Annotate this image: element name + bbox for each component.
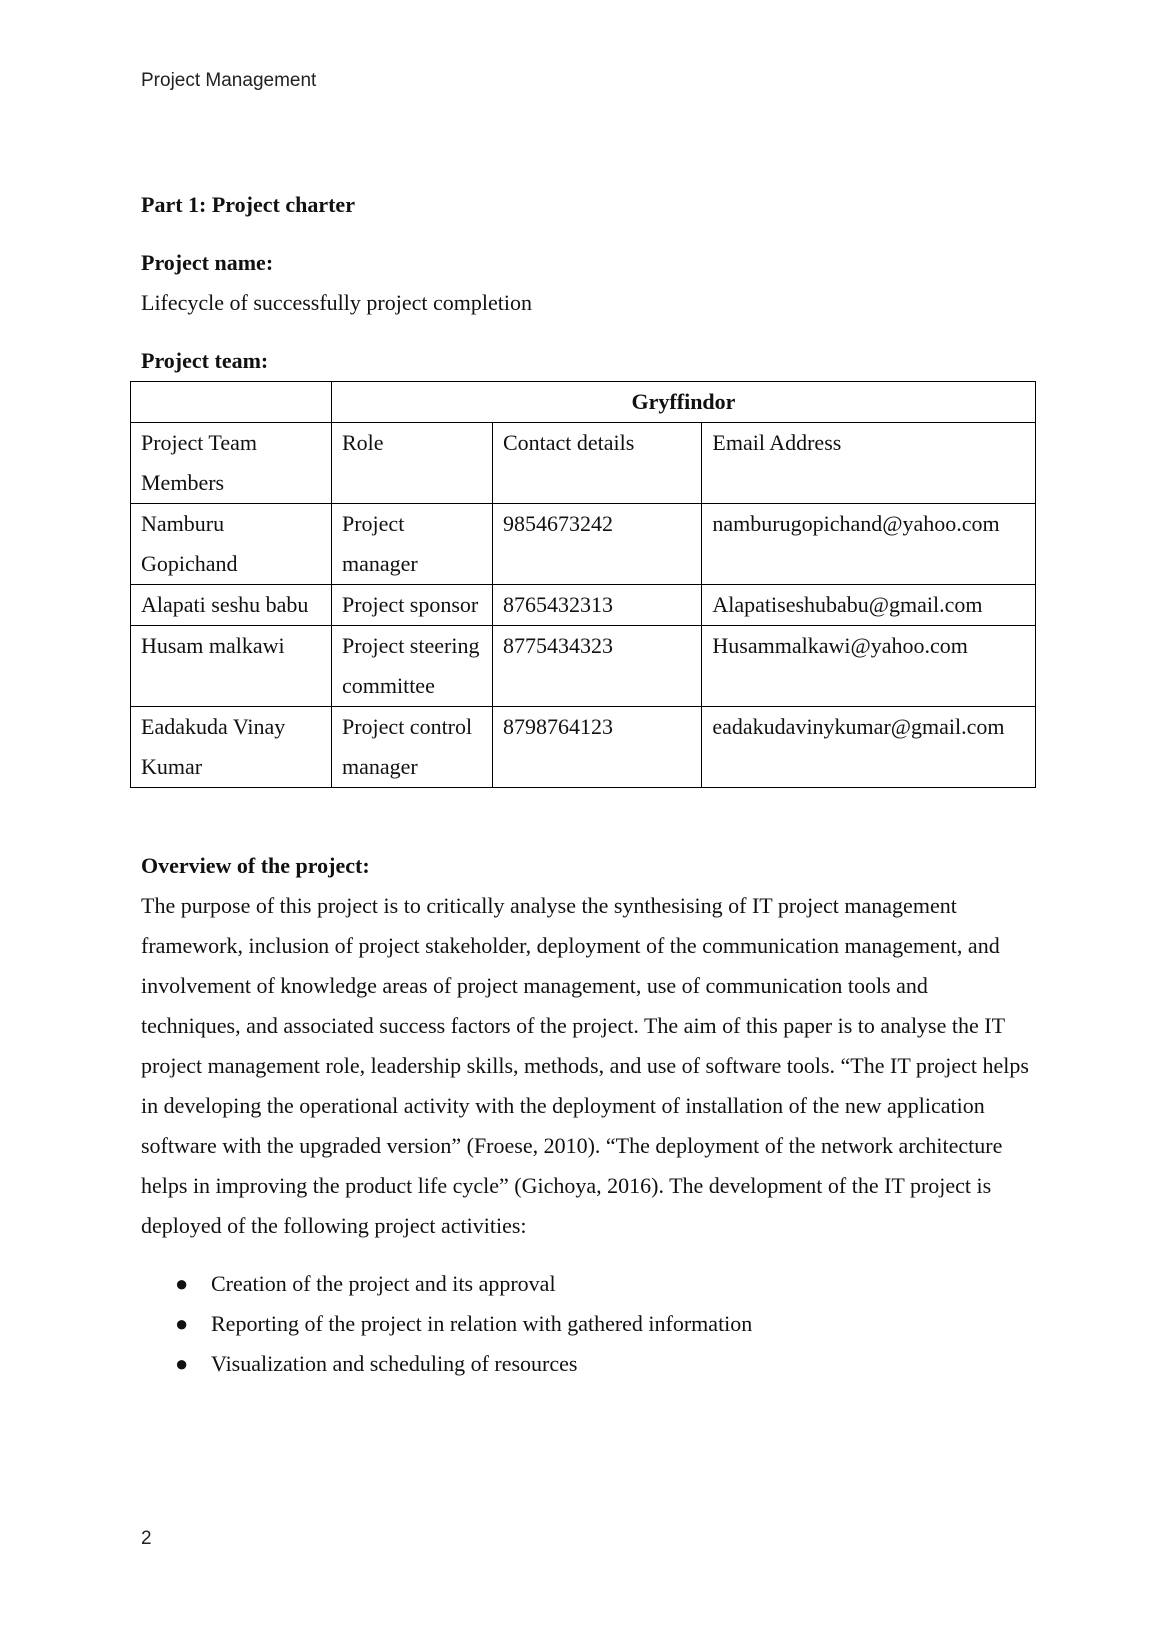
activities-list (141, 1264, 1031, 1384)
column-header-role: Role (331, 423, 492, 504)
list-item-text: Reporting of the project in relation with gathered information (211, 1311, 753, 1336)
member-email: namburugopichand@yahoo.com (702, 504, 1036, 585)
column-header-members: Project Team Members (131, 423, 332, 504)
project-team-table (130, 381, 1036, 788)
table-row (131, 585, 1036, 626)
member-email: Alapatiseshubabu@gmail.com (702, 585, 1036, 626)
project-team-label: Project team: (141, 348, 269, 373)
member-role: Project manager (331, 504, 492, 585)
overview-paragraph: The purpose of this project is to critically analyse the synthesising of IT project management framework, inclusion of project stakeholder, deployment of the communication management, and involvement of knowledge areas of project management, use of communication tools and techniques, and associated success factors of the project. The aim of this paper is to analyse the IT project management role, leadership skills, methods, and use of software tools. “The IT project helps in developing the operational activity with the deployment of installation of the new application software with the upgraded version” (Froese, 2010). “The deployment of the network architecture helps in improving the product life cycle” (Gichoya, 2016). The development of the IT project is deployed of the following project activities: (141, 893, 1029, 1238)
list-item (141, 1344, 1031, 1384)
member-name: Husam malkawi (131, 626, 332, 707)
member-contact: 8775434323 (492, 626, 701, 707)
member-name: Eadakuda Vinay Kumar (131, 707, 332, 788)
member-name: Namburu Gopichand (131, 504, 332, 585)
member-role: Project control manager (331, 707, 492, 788)
overview-heading: Overview of the project: (141, 853, 370, 878)
member-contact: 8798764123 (492, 707, 701, 788)
list-item-text: Creation of the project and its approval (211, 1271, 556, 1296)
bullet-icon: ● (175, 1271, 189, 1296)
table-corner-cell (131, 382, 332, 423)
member-role: Project sponsor (331, 585, 492, 626)
team-name-row (131, 382, 1036, 423)
table-row (131, 626, 1036, 707)
bullet-icon: ● (175, 1351, 189, 1376)
column-header-contact: Contact details (492, 423, 701, 504)
list-item-text: Visualization and scheduling of resources (211, 1351, 578, 1376)
member-contact: 8765432313 (492, 585, 701, 626)
bullet-icon: ● (175, 1311, 189, 1336)
table-header-row (131, 423, 1036, 504)
member-role: Project steering committee (331, 626, 492, 707)
member-contact: 9854673242 (492, 504, 701, 585)
document-body (141, 185, 1031, 1384)
list-item (141, 1264, 1031, 1304)
project-name-label: Project name: (141, 250, 274, 275)
member-name: Alapati seshu babu (131, 585, 332, 626)
member-email: Husammalkawi@yahoo.com (702, 626, 1036, 707)
project-name-value: Lifecycle of successfully project completion (141, 290, 532, 315)
team-name: Gryffindor (331, 382, 1035, 423)
list-item (141, 1304, 1031, 1344)
page-header: Project Management (141, 70, 317, 91)
part-heading: Part 1: Project charter (141, 192, 355, 217)
page-number: 2 (141, 1528, 152, 1549)
column-header-email: Email Address (702, 423, 1036, 504)
table-row (131, 707, 1036, 788)
member-email: eadakudavinykumar@gmail.com (702, 707, 1036, 788)
table-row (131, 504, 1036, 585)
